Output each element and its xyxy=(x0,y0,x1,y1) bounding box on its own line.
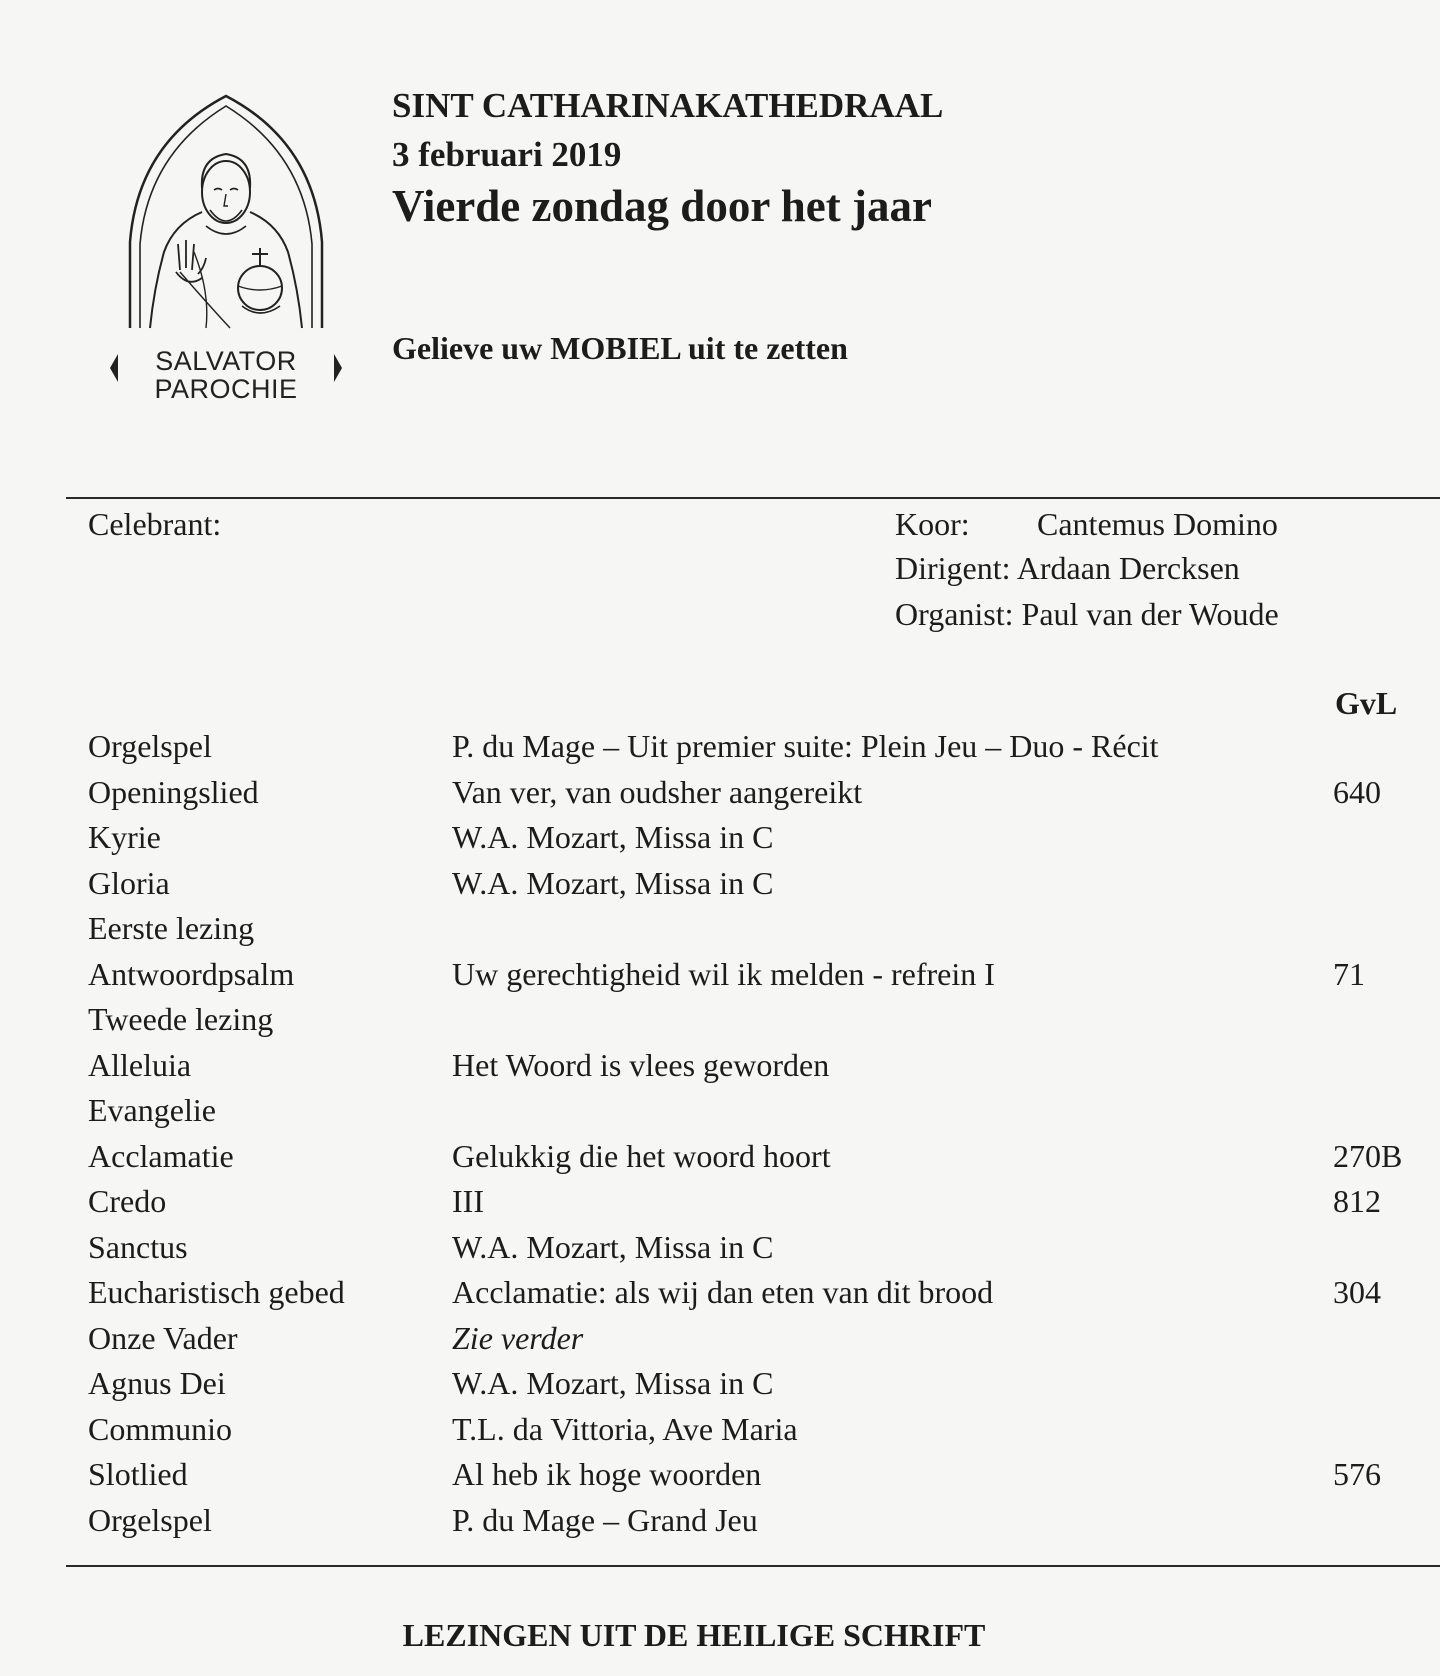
service-row xyxy=(0,1183,1440,1229)
service-row xyxy=(0,1138,1440,1184)
service-piece: P. du Mage – Grand Jeu xyxy=(452,1501,758,1538)
service-row xyxy=(0,1001,1440,1047)
service-piece: Van ver, van oudsher aangereikt xyxy=(452,773,863,810)
service-part: Orgelspel xyxy=(88,728,212,764)
church-name: SINT CATHARINAKATHEDRAAL xyxy=(392,86,944,125)
section-title-text: LEZINGEN UIT DE HEILIGE SCHRIFT xyxy=(402,1617,986,1653)
service-gvl: 304 xyxy=(1333,1274,1381,1310)
service-part: Onze Vader xyxy=(88,1319,238,1356)
service-row xyxy=(0,1092,1440,1138)
service-row xyxy=(0,910,1440,956)
service-row xyxy=(0,728,1440,774)
salvator-parochie-logo xyxy=(110,92,342,412)
service-part: Slotlied xyxy=(88,1456,188,1492)
service-part: Communio xyxy=(88,1410,233,1447)
service-row xyxy=(0,1320,1440,1366)
service-piece: Al heb ik hoge woorden xyxy=(452,1456,762,1492)
logo-text-line2: PAROCHIE xyxy=(154,374,298,404)
service-piece: Uw gerechtigheid wil ik melden - refrein I xyxy=(452,955,995,992)
service-gvl: 640 xyxy=(1333,773,1381,810)
service-piece: Zie verder xyxy=(452,1319,584,1356)
service-part: Antwoordpsalm xyxy=(88,955,295,992)
service-gvl: 812 xyxy=(1333,1183,1381,1219)
service-row xyxy=(0,1411,1440,1457)
service-part: Eerste lezing xyxy=(88,910,255,946)
service-row xyxy=(0,1047,1440,1093)
service-row xyxy=(0,956,1440,1002)
celebrant-label: Celebrant: xyxy=(88,506,222,542)
service-gvl: 270B xyxy=(1333,1137,1403,1174)
service-part: Acclamatie xyxy=(88,1137,234,1174)
service-row xyxy=(0,1274,1440,1320)
service-row xyxy=(0,1502,1440,1548)
bottom-divider xyxy=(66,1565,1440,1567)
service-part: Gloria xyxy=(88,864,170,901)
service-gvl: 576 xyxy=(1333,1456,1381,1492)
logo-text-line1: SALVATOR xyxy=(155,346,297,376)
service-part: Tweede lezing xyxy=(88,1001,274,1037)
liturgical-sunday-title: Vierde zondag door het jaar xyxy=(392,181,932,231)
service-part: Openingslied xyxy=(88,773,259,810)
service-piece: W.A. Mozart, Missa in C xyxy=(452,864,774,901)
mobile-notice: Gelieve uw MOBIEL uit te zetten xyxy=(392,330,848,366)
service-row xyxy=(0,1365,1440,1411)
service-part: Orgelspel xyxy=(88,1501,212,1538)
service-piece: III xyxy=(452,1183,484,1219)
service-piece: P. du Mage – Uit premier suite: Plein Jeu – Duo - Récit xyxy=(452,728,1159,764)
koor-label: Koor: xyxy=(895,506,970,542)
service-part: Credo xyxy=(88,1183,167,1219)
koor-value: Cantemus Domino xyxy=(1037,506,1278,542)
service-part: Evangelie xyxy=(88,1092,216,1128)
service-date: 3 februari 2019 xyxy=(392,135,622,174)
service-row xyxy=(0,1456,1440,1502)
service-part: Agnus Dei xyxy=(88,1365,226,1401)
order-of-service xyxy=(0,728,1440,1547)
service-piece: Gelukkig die het woord hoort xyxy=(452,1137,831,1174)
service-piece: W.A. Mozart, Missa in C xyxy=(452,1365,774,1401)
service-piece: T.L. da Vittoria, Ave Maria xyxy=(452,1410,798,1447)
service-gvl: 71 xyxy=(1333,955,1365,992)
section-title xyxy=(0,1617,1440,1654)
top-divider xyxy=(66,497,1440,499)
dirigent-line: Dirigent: Ardaan Dercksen xyxy=(895,550,1240,586)
organist-line: Organist: Paul van der Woude xyxy=(895,596,1279,632)
service-row xyxy=(0,774,1440,820)
gvl-column-header: GvL xyxy=(1335,685,1398,721)
service-row xyxy=(0,865,1440,911)
service-piece: Het Woord is vlees geworden xyxy=(452,1046,830,1083)
service-piece: W.A. Mozart, Missa in C xyxy=(452,1228,774,1265)
service-row xyxy=(0,819,1440,865)
service-part: Alleluia xyxy=(88,1046,192,1083)
service-part: Eucharistisch gebed xyxy=(88,1274,345,1310)
service-row xyxy=(0,1229,1440,1275)
service-piece: Acclamatie: als wij dan eten van dit brood xyxy=(452,1274,994,1310)
service-part: Kyrie xyxy=(88,819,161,855)
service-piece: W.A. Mozart, Missa in C xyxy=(452,819,774,855)
service-part: Sanctus xyxy=(88,1228,188,1265)
